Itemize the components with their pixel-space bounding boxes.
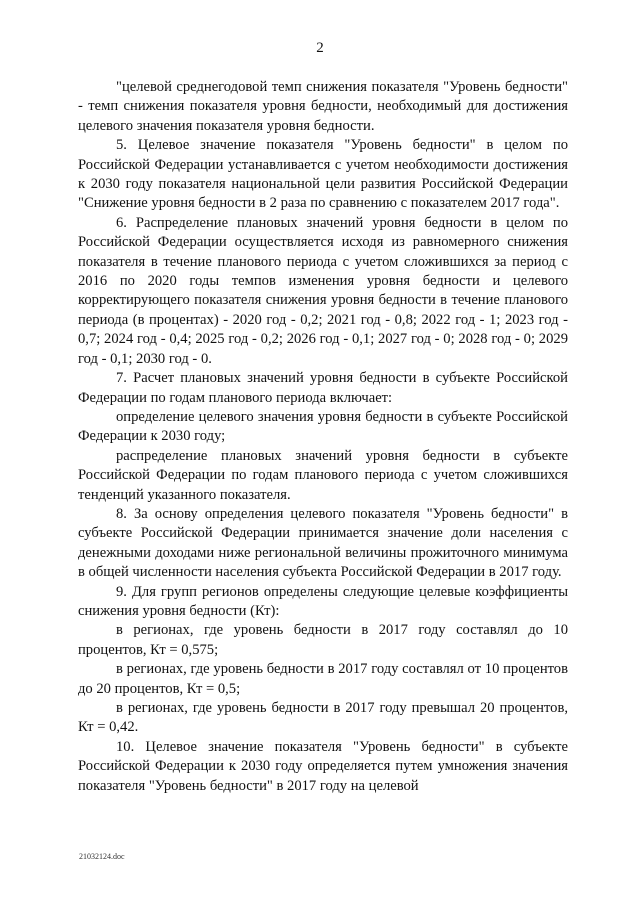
paragraph-item-8: 8. За основу определения целевого показателя "Уровень бедности" в субъекте Российской Федерации принимается значение доли населения с денежными доходами ниже региональной величины прожиточного минимума в общей численности населения субъекта Российской Федерации в 2017 году.	[78, 505, 568, 581]
document-body	[78, 78, 568, 796]
paragraph-item-7-target: определение целевого значения уровня бедности в субъекте Российской Федерации к 2030 году;	[78, 408, 568, 445]
page-number: 2	[316, 40, 324, 56]
paragraph-item-9-group-3: в регионах, где уровень бедности в 2017 году превышал 20 процентов, Кт = 0,42.	[78, 700, 568, 736]
paragraph-target-rate-definition: "целевой среднегодовой темп снижения показателя "Уровень бедности" - темп снижения показателя уровня бедности, необходимый для достижения целевого значения показателя уровня бедности.	[78, 79, 568, 134]
paragraph-item-5: 5. Целевое значение показателя "Уровень бедности" в целом по Российской Федерации устанавливается с учетом необходимости достижения к 2030 году показателя национальной цели развития Российской Федерации "Снижение уровня бедности в 2 раза по сравнению с показателем 2017 года".	[78, 137, 568, 212]
paragraph-item-9: 9. Для групп регионов определены следующие целевые коэффициенты снижения уровня бедности (Кт):	[78, 583, 568, 619]
paragraph-item-6: 6. Распределение плановых значений уровня бедности в целом по Российской Федерации осуществляется исходя из равномерного снижения показателя в течение планового периода с учетом сложившихся за период с 2016 по 2020 годы темпов изменения уровня бедности и целевого корректирующего показателя снижения уровня бедности в течение планового периода (в процентах) - 2020 год - 0,2; 2021 год - 0,8; 2022 год - 1; 2023 год - 0,7; 2024 год - 0,4; 2025 год - 0,2; 2026 год - 0,1; 2027 год - 0; 2028 год - 0; 2029 год - 0,1; 2030 год - 0.	[78, 214, 568, 367]
paragraph-item-9-group-2: в регионах, где уровень бедности в 2017 году составлял от 10 процентов до 20 процентов, Кт = 0,5;	[78, 661, 568, 697]
paragraph-item-9-group-1: в регионах, где уровень бедности в 2017 году составлял до 10 процентов, Кт = 0,575;	[78, 622, 568, 658]
paragraph-item-7: 7. Расчет плановых значений уровня бедности в субъекте Российской Федерации по годам планового периода включает:	[78, 370, 568, 406]
paragraph-item-7-distribution: распределение плановых значений уровня бедности в субъекте Российской Федерации по годам планового периода с учетом сложившихся тенденций указанного показателя.	[78, 447, 568, 503]
paragraph-item-10: 10. Целевое значение показателя "Уровень бедности" в субъекте Российской Федерации к 2030 году определяется путем умножения значения показателя "Уровень бедности" в 2017 году на целевой	[78, 738, 568, 794]
file-name-footer: 21032124.doc	[79, 852, 125, 861]
